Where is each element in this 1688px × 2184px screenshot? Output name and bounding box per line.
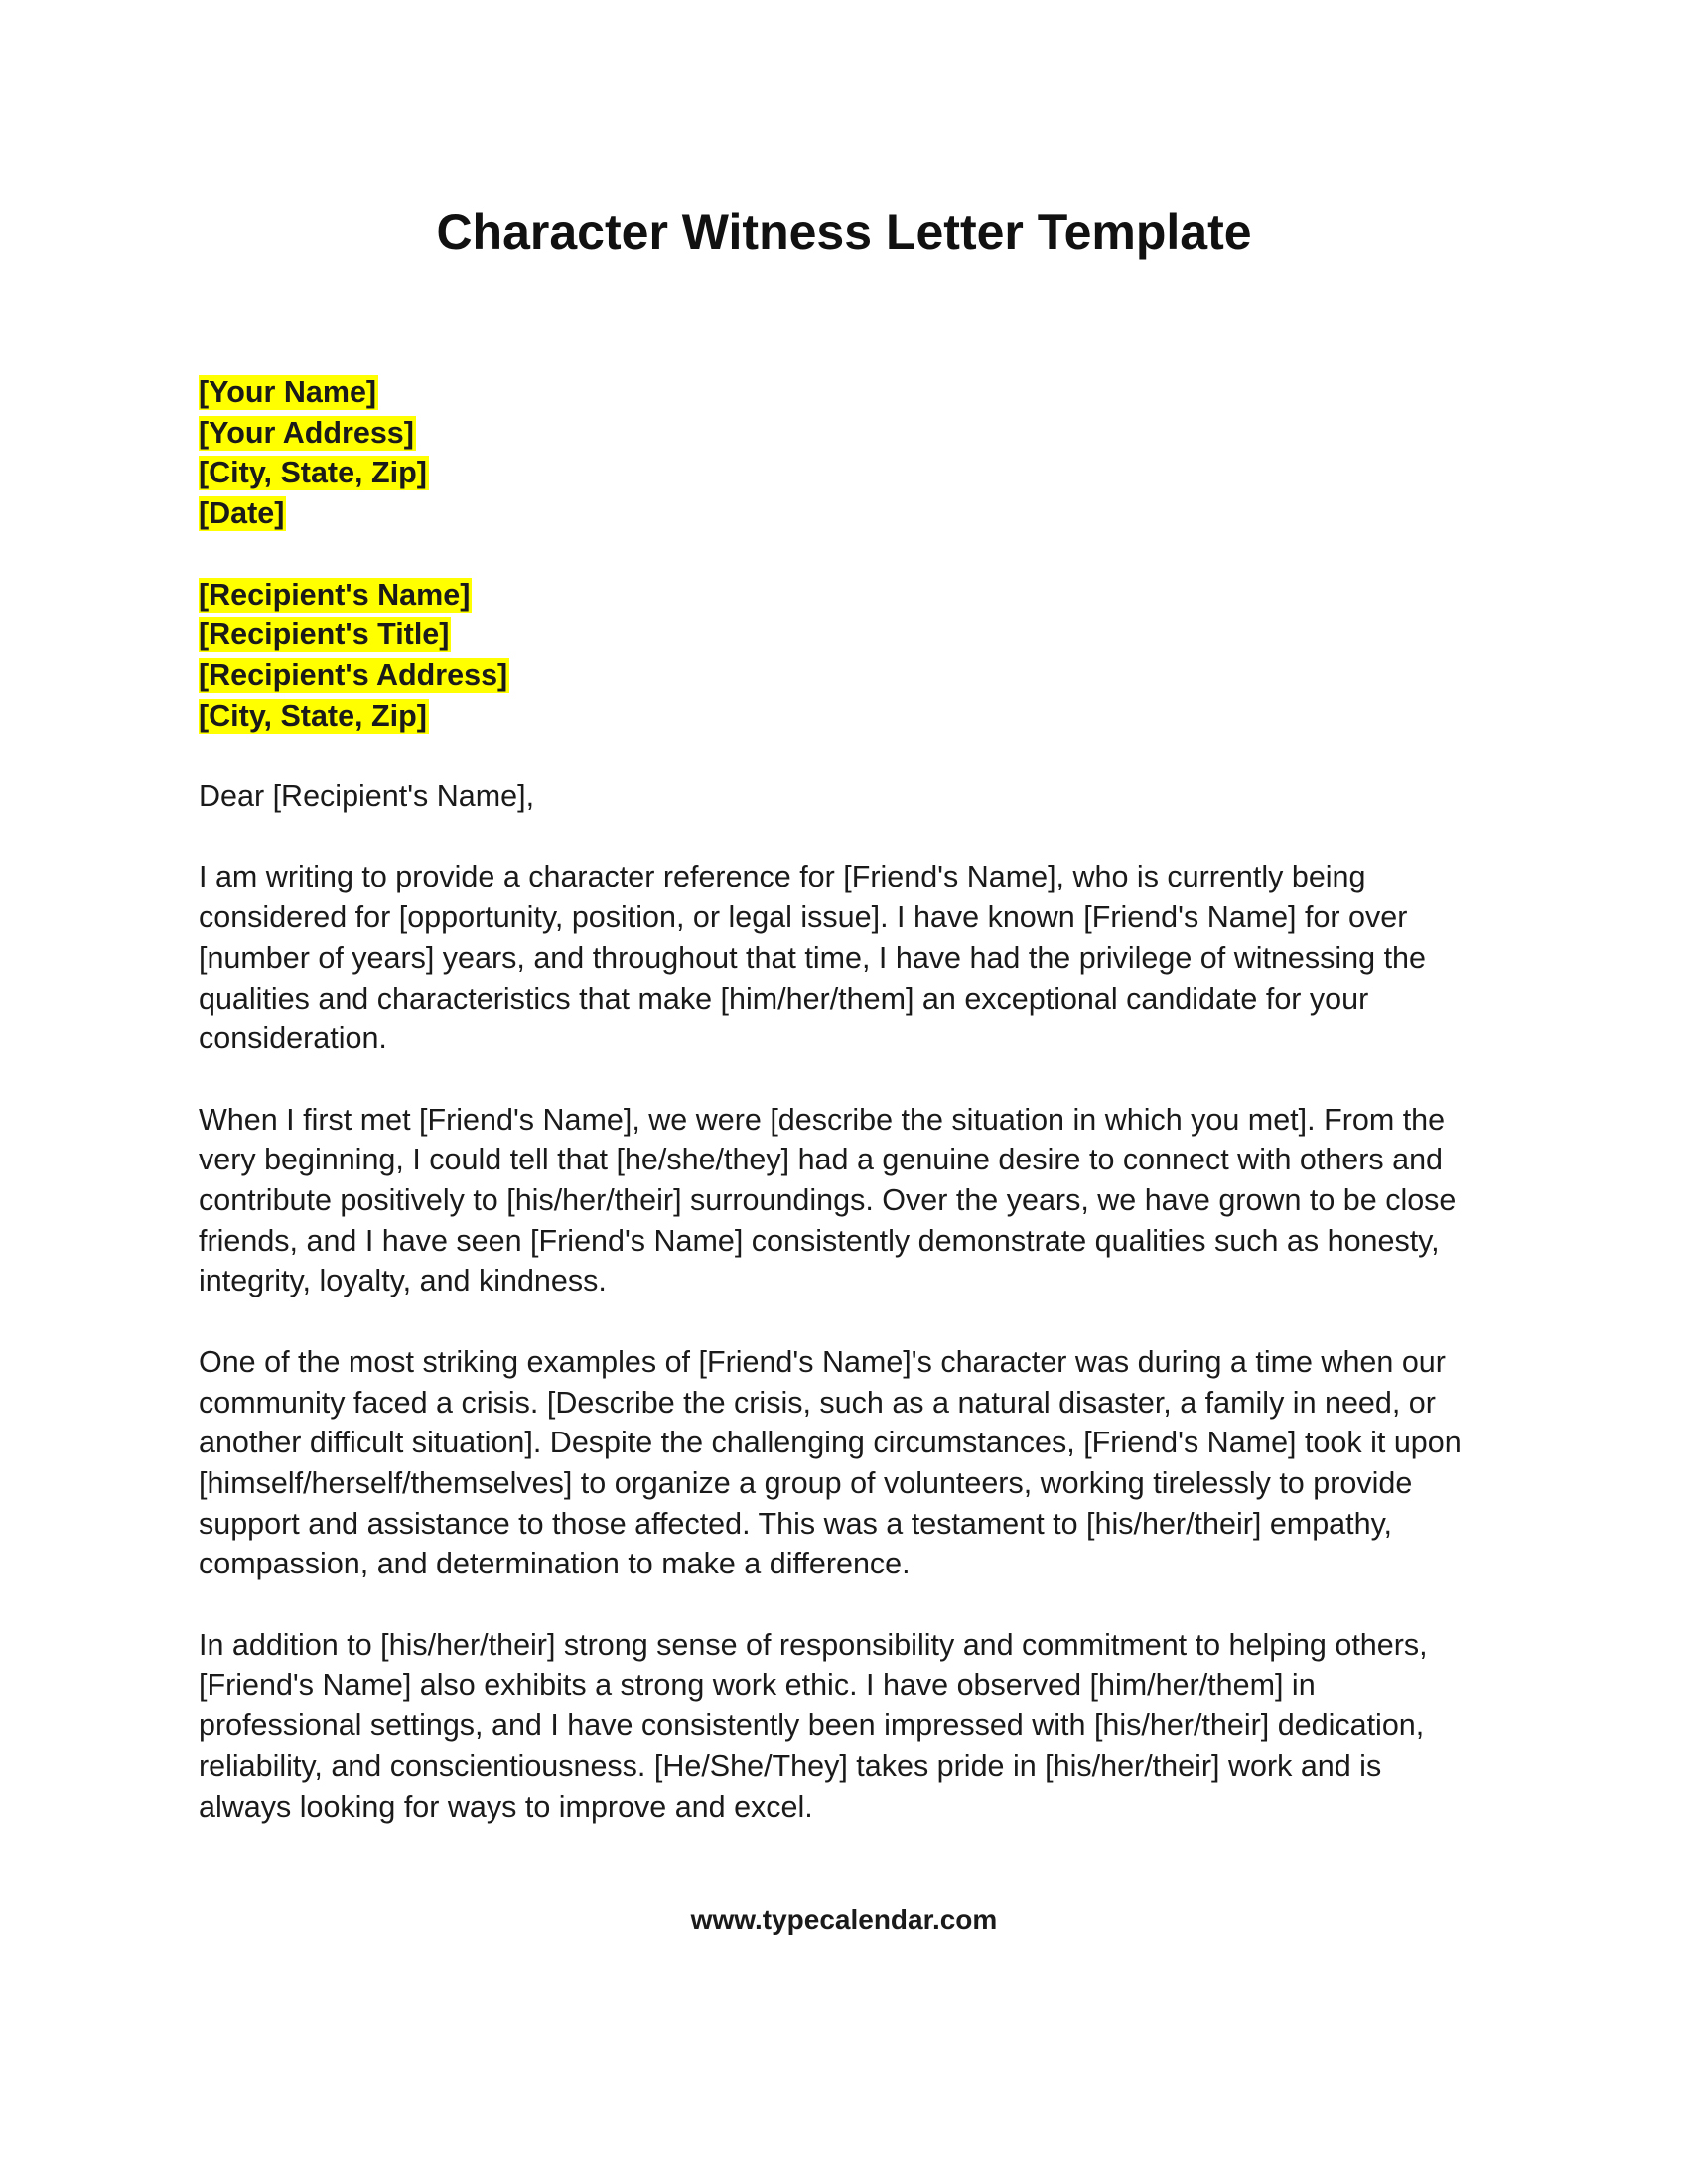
paragraph-line: very beginning, I could tell that [he/she/they] had a genuine desire to connect with others and [199, 1143, 1444, 1177]
paragraph-line: contribute positively to [his/her/their] surroundings. Over the years, we have grown to be close [199, 1183, 1457, 1217]
paragraph-3 [199, 1342, 1489, 1584]
paragraph-line: support and assistance to those affected. This was a testament to [his/her/their] empathy, [199, 1506, 1393, 1541]
paragraph-2 [199, 1100, 1489, 1302]
paragraph-line: I am writing to provide a character reference for [Friend's Name], who is currently being [199, 860, 1366, 894]
sender-name: [Your Name] [199, 375, 377, 409]
recipient-address: [Recipient's Address] [199, 657, 508, 692]
recipient-name: [Recipient's Name] [199, 577, 471, 612]
paragraph-line: One of the most striking examples of [Friend's Name]'s character was during a time when our [199, 1344, 1446, 1379]
sender-block [199, 372, 1489, 534]
sender-city-state-zip: [City, State, Zip] [199, 456, 427, 490]
paragraph-line: [himself/herself/themselves] to organize a group of volunteers, working tirelessly to provide [199, 1465, 1413, 1500]
sender-address: [Your Address] [199, 415, 414, 450]
paragraph-line: professional settings, and I have consistently been impressed with [his/her/their] dedication, [199, 1708, 1425, 1743]
recipient-city-state-zip: [City, State, Zip] [199, 698, 427, 733]
paragraph-line: integrity, loyalty, and kindness. [199, 1264, 607, 1298]
paragraph-line: another difficult situation]. Despite the challenging circumstances, [Friend's Name] took it upon [199, 1426, 1462, 1460]
letter-body [199, 372, 1489, 1867]
paragraph-line: qualities and characteristics that make [him/her/them] an exceptional candidate for your [199, 981, 1369, 1016]
paragraph-line: always looking for ways to improve and excel. [199, 1789, 813, 1824]
paragraph-1 [199, 857, 1489, 1059]
footer-url[interactable]: www.typecalendar.com [690, 1904, 998, 1935]
paragraph-line: compassion, and determination to make a difference. [199, 1547, 911, 1581]
recipient-block [199, 575, 1489, 737]
paragraph-line: In addition to [his/her/their] strong sense of responsibility and commitment to helping others, [199, 1627, 1428, 1662]
recipient-title: [Recipient's Title] [199, 617, 450, 652]
paragraph-line: community faced a crisis. [Describe the crisis, such as a natural disaster, a family in need, or [199, 1385, 1436, 1420]
paragraph-line: [Friend's Name] also exhibits a strong work ethic. I have observed [him/her/them] in [199, 1668, 1316, 1703]
page-title: Character Witness Letter Template [436, 205, 1252, 260]
salutation: Dear [Recipient's Name], [199, 779, 535, 813]
paragraph-line: considered for [opportunity, position, or legal issue]. I have known [Friend's Name] for over [199, 900, 1408, 935]
paragraph-line: [number of years] years, and throughout that time, I have had the privilege of witnessing the [199, 940, 1426, 975]
paragraph-line: reliability, and conscientiousness. [He/She/They] takes pride in [his/her/their] work and is [199, 1748, 1382, 1783]
paragraph-line: consideration. [199, 1022, 387, 1056]
paragraph-line: friends, and I have seen [Friend's Name] consistently demonstrate qualities such as honesty, [199, 1223, 1440, 1258]
sender-date: [Date] [199, 496, 285, 531]
paragraph-line: When I first met [Friend's Name], we were [describe the situation in which you met]. From the [199, 1102, 1446, 1137]
paragraph-4 [199, 1625, 1489, 1828]
